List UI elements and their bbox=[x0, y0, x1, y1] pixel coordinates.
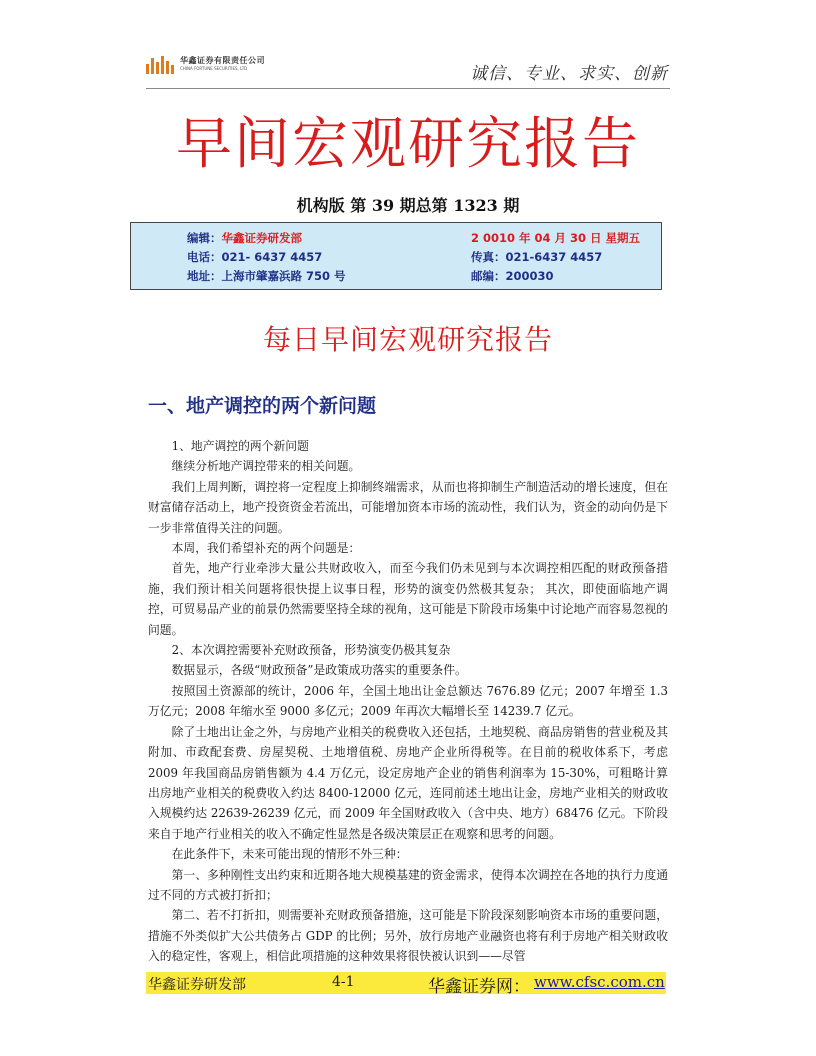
body-paragraph: 在此条件下，未来可能出现的情形不外三种： bbox=[171, 847, 408, 862]
footer-site-label: 华鑫证券网： bbox=[428, 977, 530, 997]
company-logo bbox=[146, 54, 265, 74]
body-paragraph: 1、地产调控的两个新问题 bbox=[171, 439, 309, 453]
issue-subtitle: 机构版 第 39 期总第 1323 期 bbox=[296, 196, 520, 215]
address-line bbox=[187, 268, 346, 284]
footer-site-link[interactable]: www.cfsc.com.cn bbox=[534, 973, 665, 991]
section-heading: 一、地产调控的两个新问题 bbox=[148, 395, 377, 417]
publish-date bbox=[471, 230, 640, 246]
fax-line bbox=[471, 249, 602, 265]
company-slogan: 诚信、专业、求实、创新 bbox=[470, 64, 668, 84]
body-paragraph: 首先，地产行业牵涉大量公共财政收入，而至今我们仍未见到与本次调控相匹配的财政预备措施，我们预计相关问题将很快提上议事日程，形势的演变仍然极其复杂； 其次，即使面临地产调控，可贸易品产业的前景仍然需要坚持全球的视角，这可能是下阶段市场集中讨论地产而容易忽视的问题。 bbox=[148, 561, 668, 637]
editor-label: 编辑： bbox=[187, 231, 222, 245]
page-footer bbox=[146, 972, 666, 997]
fax-label: 传真： bbox=[471, 250, 506, 264]
main-title: 早间宏观研究报告 bbox=[176, 112, 640, 177]
publication-info-box bbox=[130, 222, 662, 290]
postcode-label: 邮编： bbox=[471, 269, 506, 283]
body-paragraph: 继续分析地产调控带来的相关问题。 bbox=[171, 459, 361, 474]
body-paragraph: 数据显示，各级“财政预备”是政策成功落实的重要条件。 bbox=[171, 663, 467, 678]
page-header bbox=[146, 48, 670, 89]
address-value: 上海市肇嘉浜路 750 号 bbox=[221, 269, 346, 283]
phone-line bbox=[187, 249, 322, 265]
address-label: 地址： bbox=[187, 269, 222, 283]
fax-value: 021-6437 4457 bbox=[505, 250, 603, 264]
footer-department: 华鑫证券研发部 bbox=[148, 977, 246, 993]
body-paragraph: 按照国土资源部的统计，2006 年，全国土地出让金总额达 7676.89 亿元；2007 年增至 1.3 万亿元；2008 年缩水至 9000 多亿元；2009 年再次大幅增长至 14239.7 亿元。 bbox=[148, 683, 668, 719]
phone-value: 021- 6437 4457 bbox=[221, 250, 323, 264]
report-title: 每日早间宏观研究报告 bbox=[262, 323, 553, 356]
body-paragraph: 第一、多种刚性支出约束和近期各地大规模基建的资金需求，使得本次调控在各地的执行力度通过不同的方式被打折扣； bbox=[148, 867, 668, 902]
phone-label: 电话： bbox=[187, 250, 222, 264]
body-paragraph: 2、本次调控需要补充财政预备，形势演变仍极其复杂 bbox=[171, 643, 451, 658]
date-value: 2 0010 年 04 月 30 日 星期五 bbox=[471, 231, 641, 245]
page-number: 4-1 bbox=[332, 974, 355, 990]
postcode-value: 200030 bbox=[505, 269, 554, 283]
logo-chinese-name: 华鑫证券有限责任公司 bbox=[180, 56, 265, 65]
logo-icon bbox=[146, 54, 176, 74]
report-body bbox=[148, 436, 668, 967]
editor-line bbox=[187, 230, 302, 246]
body-paragraph: 本周，我们希望补充的两个问题是： bbox=[171, 541, 361, 556]
body-paragraph: 第二、若不打折扣，则需要补充财政预备措施，这可能是下阶段深刻影响资本市场的重要问题，措施不外类似扩大公共债务占 GDP 的比例；另外，放行房地产业融资也将有利于房地产相关财政收入的稳定性，客观上，相信此项措施的这种效果将很快被认识到——尽管 bbox=[148, 908, 668, 964]
postcode-line bbox=[471, 268, 554, 284]
body-paragraph: 我们上周判断，调控将一定程度上抑制终端需求，从而也将抑制生产制造活动的增长速度，但在财富储存活动上，地产投资资金若流出，可能增加资本市场的流动性，我们认为，资金的动向仍是下一步非常值得关注的问题。 bbox=[148, 479, 668, 535]
logo-english-name: CHINA FORTUNE SECURITIES, LTD bbox=[180, 66, 248, 71]
editor-value: 华鑫证券研发部 bbox=[221, 231, 302, 245]
body-paragraph: 除了土地出让金之外，与房地产业相关的税费收入还包括，土地契税、商品房销售的营业税及其附加、市政配套费、房屋契税、土地增值税、房地产企业所得税等。在目前的税收体系下，考虑 2009 年我国商品房销售额为 4.4 万亿元，设定房地产企业的销售利润率为 15-30%，可粗略计算出房地产业相关的税费收入约达 8400-12000 亿元，连同前述土地出让金，房地产业相关的财政收入规模约达 22639-26239 亿元，而 2009 年全国财政收入（含中央、地方）68476 亿元。下阶段来自于地产行业相关的收入不确定性显然是各级决策层正在观察和思考的问题。 bbox=[148, 724, 668, 841]
